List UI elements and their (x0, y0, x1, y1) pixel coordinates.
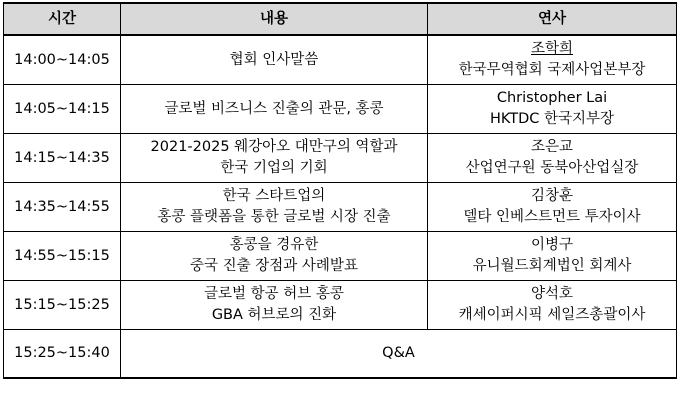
time-cell: 15:25~15:40 (4, 330, 121, 379)
speaker-cell (428, 232, 677, 281)
header-time: 시간 (4, 3, 121, 35)
speaker-name: 조학희 (530, 41, 574, 57)
speaker-cell (428, 35, 677, 85)
header-content: 내용 (121, 3, 428, 35)
table-row (4, 35, 677, 85)
speaker-name: 조은교 (530, 139, 574, 155)
content-cell (121, 85, 428, 134)
speaker-cell (428, 134, 677, 183)
content-line: 글로벌 항공 허브 홍콩 (204, 286, 344, 302)
header-row (4, 3, 677, 35)
speaker-name: Christopher Lai (496, 90, 608, 106)
speaker-title: 산업연구원 동북아산업실장 (465, 160, 639, 176)
speaker-name: 양석호 (530, 286, 574, 302)
content-line: 한국 스타트업의 (222, 188, 326, 204)
content-line: 홍콩 플랫폼을 통한 글로벌 시장 진출 (157, 209, 391, 225)
table-row (4, 281, 677, 330)
table-row (4, 183, 677, 232)
table-row (4, 330, 677, 379)
speaker-title: HKTDC 한국지부장 (489, 111, 615, 127)
table-row (4, 85, 677, 134)
content-cell (121, 183, 428, 232)
time-cell: 15:15~15:25 (4, 281, 121, 330)
speaker-cell (428, 281, 677, 330)
content-line: 협회 인사말씀 (229, 51, 319, 68)
speaker-title: 유니월드회계법인 회계사 (472, 258, 632, 274)
time-cell: 14:05~14:15 (4, 85, 121, 134)
qa-cell: Q&A (121, 330, 677, 379)
speaker-cell (428, 183, 677, 232)
content-line: 홍콩을 경유한 (229, 237, 319, 253)
content-line: GBA 허브로의 진화 (211, 307, 337, 323)
schedule-table (3, 2, 677, 379)
table-row (4, 232, 677, 281)
speaker-cell (428, 85, 677, 134)
time-cell: 14:55~15:15 (4, 232, 121, 281)
speaker-name: 김창훈 (530, 188, 574, 204)
speaker-title: 델타 인베스트먼트 투자이사 (463, 209, 641, 225)
content-line: 2021-2025 웨강아오 대만구의 역할과 (150, 139, 398, 155)
content-cell (121, 134, 428, 183)
time-cell: 14:00~14:05 (4, 35, 121, 85)
time-cell: 14:15~14:35 (4, 134, 121, 183)
time-cell: 14:35~14:55 (4, 183, 121, 232)
content-cell (121, 281, 428, 330)
speaker-title: 한국무역협회 국제사업본부장 (458, 62, 646, 78)
content-cell (121, 35, 428, 85)
content-line: 중국 진출 장점과 사례발표 (190, 258, 358, 274)
header-speaker: 연사 (428, 3, 677, 35)
speaker-title: 캐세이퍼시픽 세일즈총괄이사 (458, 307, 646, 323)
content-cell (121, 232, 428, 281)
content-line: 글로벌 비즈니스 진출의 관문, 홍콩 (164, 100, 384, 117)
speaker-name: 이병구 (530, 237, 574, 253)
table-row (4, 134, 677, 183)
content-line: 한국 기업의 기회 (220, 160, 328, 176)
